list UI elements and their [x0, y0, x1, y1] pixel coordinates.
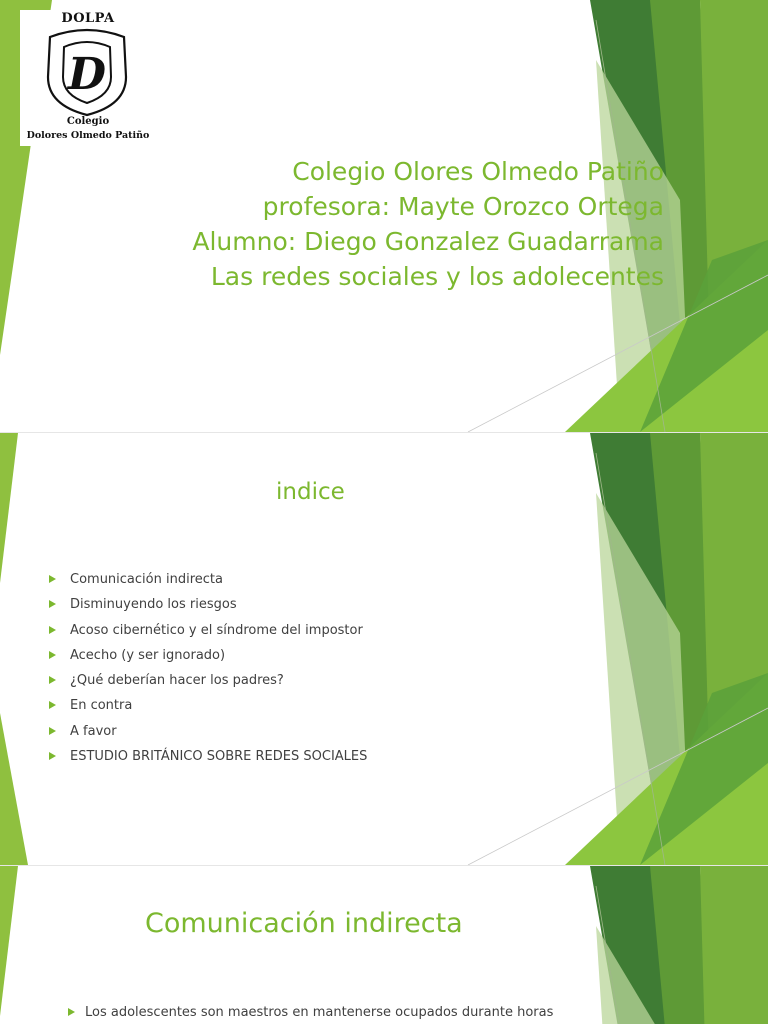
- bullet-arrow-icon: [49, 727, 56, 735]
- list-item: [48, 622, 367, 647]
- slide-title: [0, 0, 768, 432]
- slide-heading: Comunicación indirecta: [145, 908, 463, 939]
- body-text: Los adolescentes son maestros en mantenerse ocupados durante horas: [85, 1005, 554, 1020]
- bullet-arrow-icon: [49, 676, 56, 684]
- list-item: [48, 596, 367, 621]
- title-line-school: Colegio Olores Olmedo Patiño: [292, 157, 664, 186]
- slide-index: [0, 433, 768, 865]
- list-item: [48, 647, 367, 672]
- list-item-text: Comunicación indirecta: [70, 572, 223, 587]
- slide-indirect-communication: [0, 866, 768, 1024]
- list-item-text: Acecho (y ser ignorado): [70, 647, 226, 663]
- list-item-text: Disminuyendo los riesgos: [70, 597, 237, 613]
- logo-bottom-line2: Dolores Olmedo Patiño: [26, 130, 150, 141]
- list-item: [48, 697, 367, 722]
- bullet-arrow-icon: [49, 752, 56, 760]
- bullet-arrow-icon: [49, 575, 56, 583]
- list-item-text: Acoso cibernético y el síndrome del impostor: [70, 622, 363, 638]
- bullet-arrow-icon: [49, 701, 56, 709]
- body-paragraph: [68, 1004, 555, 1022]
- list-item: [48, 723, 367, 748]
- band-right: [700, 866, 768, 1024]
- list-item: [48, 571, 367, 596]
- list-item-text: ESTUDIO BRITÁNICO SOBRE REDES SOCIALES: [70, 749, 368, 765]
- seal-letter: D: [67, 49, 107, 100]
- logo-bottom-line1: Colegio: [66, 116, 110, 127]
- bullet-arrow-icon: [49, 600, 56, 608]
- list-item: [48, 672, 367, 697]
- title-line-student: Alumno: Diego Gonzalez Guadarrama: [192, 227, 664, 256]
- left-green-lower: [0, 713, 28, 865]
- bullet-arrow-icon: [49, 651, 56, 659]
- title-line-teacher: profesora: Mayte Orozco Ortega: [262, 192, 664, 221]
- left-green-sliver: [0, 866, 18, 1016]
- title-line-topic: Las redes sociales y los adolecentes: [210, 262, 664, 291]
- index-title: indice: [276, 479, 345, 505]
- list-item-text: A favor: [70, 723, 117, 739]
- title-block: [192, 154, 664, 294]
- seal-emblem-icon: [42, 25, 132, 117]
- slide-decoration: [0, 866, 768, 1024]
- bullet-arrow-icon: [68, 1008, 75, 1016]
- bullet-arrow-icon: [49, 626, 56, 634]
- left-green-sliver: [0, 433, 18, 583]
- school-logo: [20, 10, 156, 146]
- list-item-text: ¿Qué deberían hacer los padres?: [70, 673, 284, 689]
- list-item-text: En contra: [70, 698, 133, 714]
- list-item: [48, 748, 367, 773]
- logo-top-text: DOLPA: [61, 11, 115, 26]
- index-list: [48, 571, 367, 773]
